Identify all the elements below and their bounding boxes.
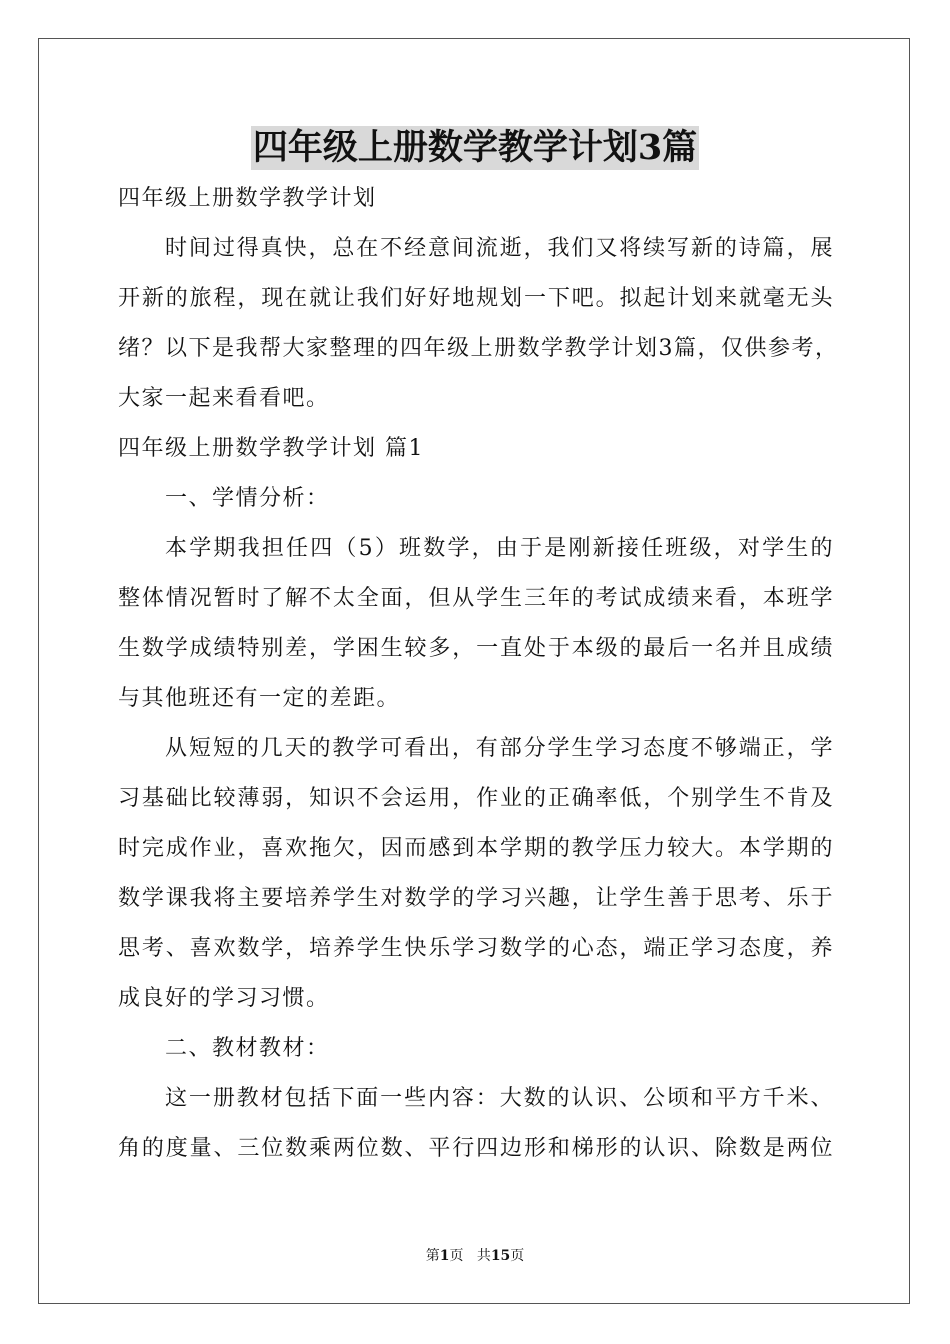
footer-page-prefix: 第 bbox=[425, 1248, 440, 1264]
document-body bbox=[118, 179, 839, 1179]
text-line: 本学期我担任四（5）班数学，由于是刚新接任班级，对学生的 bbox=[165, 536, 834, 561]
text-line: 思考、喜欢数学，培养学生快乐学习数学的心态，端正学习态度，养 bbox=[118, 936, 834, 961]
text-line: 四年级上册数学教学计划 篇1 bbox=[118, 436, 424, 461]
footer-page-suffix: 页 bbox=[449, 1248, 464, 1264]
text-line: 这一册教材包括下面一些内容：大数的认识、公顷和平方千米、 bbox=[165, 1086, 834, 1111]
text-line: 角的度量、三位数乘两位数、平行四边形和梯形的认识、除数是两位 bbox=[118, 1136, 834, 1161]
text-line: 整体情况暂时了解不太全面，但从学生三年的考试成绩来看，本班学 bbox=[118, 586, 834, 611]
text-line: 时间过得真快，总在不经意间流逝，我们又将续写新的诗篇，展 bbox=[165, 236, 834, 261]
title-container bbox=[0, 126, 950, 170]
text-line: 与其他班还有一定的差距。 bbox=[118, 686, 401, 711]
document-title: 四年级上册数学教学计划3篇 bbox=[252, 127, 698, 168]
footer-total-prefix: 共 bbox=[476, 1248, 491, 1264]
text-line: 从短短的几天的教学可看出，有部分学生学习态度不够端正，学 bbox=[165, 736, 834, 761]
text-line: 习基础比较薄弱，知识不会运用，作业的正确率低，个别学生不肯及 bbox=[118, 786, 834, 811]
page-footer bbox=[0, 1245, 950, 1265]
text-line: 四年级上册数学教学计划 bbox=[118, 186, 377, 211]
text-line: 数学课我将主要培养学生对数学的学习兴趣，让学生善于思考、乐于 bbox=[118, 886, 834, 911]
text-line: 一、学情分析： bbox=[165, 486, 330, 511]
footer-total-pages: 15 bbox=[490, 1248, 511, 1264]
text-line: 二、教材教材： bbox=[165, 1036, 330, 1061]
text-line: 生数学成绩特别差，学困生较多，一直处于本级的最后一名并且成绩 bbox=[118, 636, 834, 661]
text-line: 开新的旅程，现在就让我们好好地规划一下吧。拟起计划来就毫无头 bbox=[118, 286, 834, 311]
text-line: 大家一起来看看吧。 bbox=[118, 386, 330, 411]
footer-page-number: 1 bbox=[439, 1248, 450, 1264]
text-line: 绪？以下是我帮大家整理的四年级上册数学教学计划3篇，仅供参考， bbox=[118, 336, 839, 361]
text-line: 成良好的学习习惯。 bbox=[118, 986, 330, 1011]
footer-total-suffix: 页 bbox=[510, 1248, 525, 1264]
text-line: 时完成作业，喜欢拖欠，因而感到本学期的教学压力较大。本学期的 bbox=[118, 836, 834, 861]
